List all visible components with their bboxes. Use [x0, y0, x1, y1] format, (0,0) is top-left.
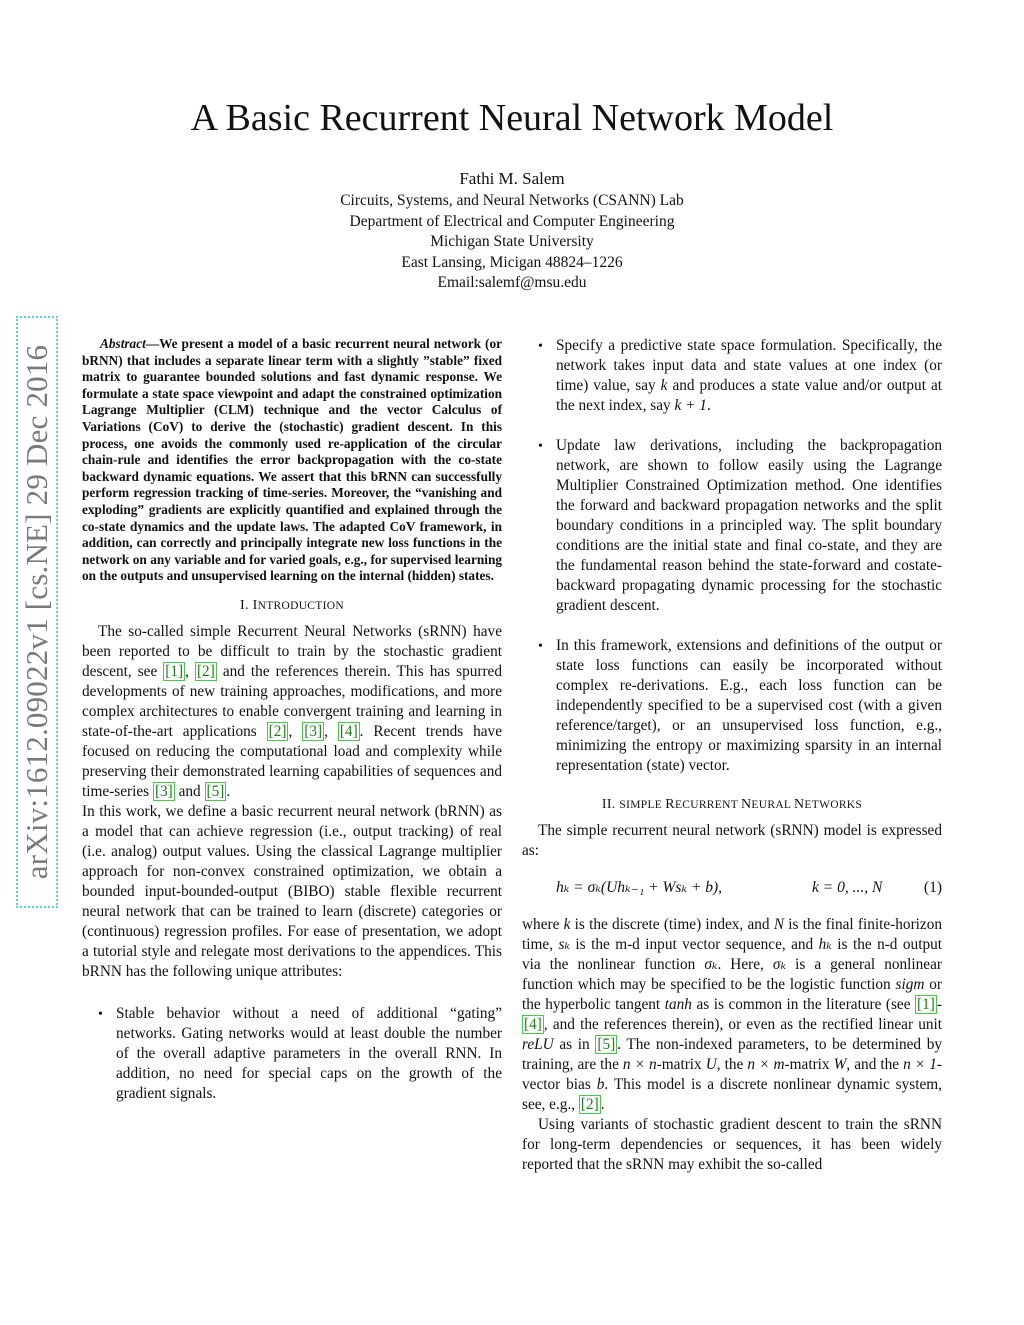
srnn-definition-paragraph: where k is the discrete (time) index, and N is the final finite-horizon time, sₖ is the m-d input vector sequence, and hₖ is the n-d output via the nonlinear function σₖ. Here, σₖ is a general nonlinear function which may be specified to be the logistic function sigm or the hyperbolic tangent tanh as is common in the literature (see [1] - [4] , and the references therein), or even as the rectified linear unit reLU as in [5] . The non-indexed parameters, to be determined by training, are the n × n-matrix U, the n × m-matrix W, and the n × 1-vector bias b. This model is a discrete nonlinear dynamic system, see, e.g., [2] . [522, 916, 943, 1113]
attribute-list-right [522, 336, 942, 776]
citation-link[interactable]: [5] [597, 1036, 616, 1053]
bullet-icon: • [538, 339, 543, 354]
list-item: • In this framework, extensions and definitions of the output or state loss functions can easily be incorporated without complex re-derivations. E.g., each loss function can be independently specified to be a supervised cost (with a given reference/target), or an unsupervised loss function, e.g., minimizing the entropy or maximizing sparsity in an internal representation (state) vector. [538, 637, 942, 774]
right-column [522, 336, 942, 1175]
section-1-heading [82, 597, 502, 615]
arxiv-stamp[interactable] [16, 316, 58, 908]
srnn-intro-paragraph: The simple recurrent neural network (sRNN) model is expressed as: [522, 822, 942, 859]
section-2-heading [522, 796, 942, 814]
list-item: • Specify a predictive state space formulation. Specifically, the network takes input data and state values at one index (or time) value, say k and produces a state value and/or output at the next index, say k + 1. [538, 337, 942, 414]
section-1-number: I. [240, 597, 249, 613]
affiliation-address: East Lansing, Micigan 48824–1226 [401, 253, 623, 271]
affiliation-department: Department of Electrical and Computer Engineering [349, 212, 675, 230]
arxiv-stamp-text: arXiv:1612.09022v1 [cs.NE] 29 Dec 2016 [19, 344, 54, 880]
abstract-text: —We present a model of a basic recurrent neural network (or bRNN) that includes a separate linear term with a slightly ”stable” fixed matrix to guarantee bounded solutions and fast dynamic response. We formulate a state space viewpoint and adapt the constrained optimization Lagrange Multiplier (CLM) technique and the vector Calculus of Variations (CoV) to derive the (stochastic) gradient descent. In this process, one avoids the commonly used re-application of the circular chain-rule and identifies the error backpropagation with the co-state backward dynamic equations. We assert that this bRNN can successfully perform regression tracking of time-series. Moreover, the “vanishing and exploding” gradients are explicitly quantified and explained through the co-state dynamics and the update laws. The adapted CoV framework, in addition, can correctly and principally integrate new loss functions in the network on any variable and for varied goals, e.g., for supervised learning on the outputs and unsupervised learning on the internal (hidden) states. [82, 336, 502, 584]
affiliation-university: Michigan State University [430, 233, 594, 250]
citation-link[interactable]: [1] [165, 662, 184, 680]
citation-link[interactable]: [4] [524, 1016, 542, 1033]
affiliation-lab: Circuits, Systems, and Neural Networks (CSANN) Lab [340, 192, 684, 209]
intro-paragraph-1: The so-called simple Recurrent Neural Networks (sRNN) have been reported to be difficult to train by the stochastic gradient descent, see [1] , [2] and the references therein. This has spurred developments of new training approaches, modifications, and more complex architectures to enable convergent training and learning in state-of-the-art applications [2] , [3] , [4] . Recent trends have focused on reducing the computational load and complexity while preserving their demonstrated learning capabilities of sequences and time-series [3] and [5] . [82, 622, 502, 800]
author-name: Fathi M. Salem [459, 169, 565, 188]
attribute-list-left [82, 1004, 502, 1104]
citation-link[interactable]: [2] [268, 722, 287, 740]
abstract [82, 336, 502, 585]
citation-link[interactable]: [1] [917, 996, 935, 1013]
left-column [82, 336, 502, 1124]
equation-condition: k = 0, ..., N [812, 879, 883, 896]
bullet-icon: • [538, 639, 543, 654]
citation-link[interactable]: [4] [339, 722, 358, 740]
citation-link[interactable]: [5] [206, 782, 225, 800]
list-item: • Stable behavior without a need of additional “gating” networks. Gating networks would at least double the number of the overall adaptive parameters in the overall RNN. In addition, no need for special caps on the growth of the gradient signals. [98, 1004, 502, 1102]
equation-number: (1) [923, 879, 942, 896]
list-item: • Update law derivations, including the backpropagation network, are shown to follow easily using the Lagrange Multiplier Constrained Optimization method. One identifies the forward and backward propagation networks and the split boundary conditions in a principled way. The split boundary conditions are the initial state and final co-state, and they are the fundamental reason behind the state-forward and costate-backward propagating dynamic processing for the stochastic gradient descent. [538, 437, 942, 614]
bullet-icon: • [538, 439, 543, 454]
section-2-title: SIMPLE RECURRENT NEURAL NETWORKS [619, 797, 863, 812]
citation-link[interactable]: [3] [154, 782, 173, 800]
equation-body: hₖ = σₖ(Uhₖ₋₁ + Wsₖ + b), [556, 879, 723, 896]
section-2-number: II. [601, 797, 616, 812]
srnn-training-paragraph: Using variants of stochastic gradient descent to train the sRNN for long-term dependencies or sequences, it has been widely reported that the sRNN may exhibit the so-called [522, 1116, 942, 1173]
citation-link[interactable]: [3] [304, 722, 323, 740]
equation-1 [522, 867, 942, 909]
intro-paragraph-2: In this work, we define a basic recurrent neural network (bRNN) as a model that can achieve regression (i.e., output tracking) of real (i.e. analog) output values. Using the classical Lagrange multiplier approach for non-convex constrained optimization, we obtain a bounded input-bounded-output (BIBO) stable flexible recurrent neural network that can be trained to learn (discrete) categories or (continuous) regression profiles. For ease of presentation, we adopt a tutorial style and relegate most derivations to the appendices. This bRNN has the following unique attributes: [82, 802, 502, 980]
bullet-icon: • [98, 1006, 103, 1022]
paper-title: A Basic Recurrent Neural Network Model [190, 97, 834, 139]
citation-link[interactable]: [2] [580, 1096, 599, 1113]
author-email[interactable]: Email:salemf@msu.edu [437, 274, 587, 291]
abstract-label: Abstract [100, 336, 146, 351]
citation-link[interactable]: [2] [196, 662, 215, 680]
author-block [0, 168, 1024, 294]
section-1-title: INTRODUCTION [252, 597, 344, 613]
